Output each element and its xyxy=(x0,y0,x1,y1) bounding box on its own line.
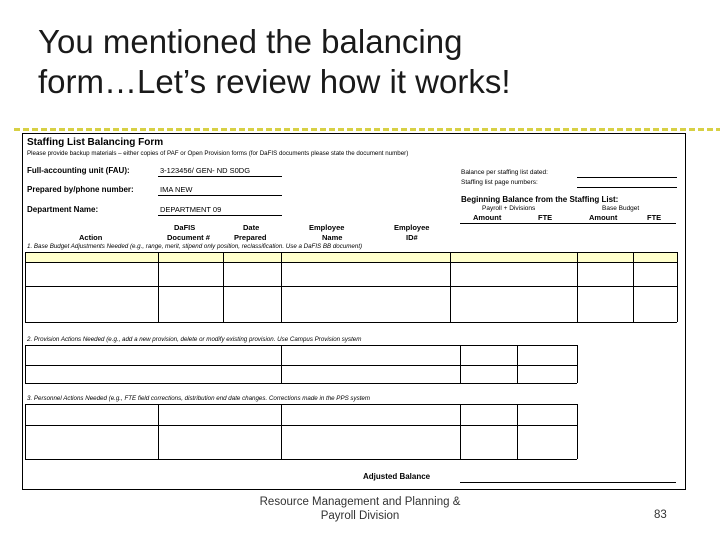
col-dafis-line2: Document # xyxy=(167,233,210,242)
s3-vline xyxy=(281,404,282,459)
decorative-rule xyxy=(14,128,720,131)
s1-vline xyxy=(633,252,634,322)
s2-line xyxy=(25,383,577,384)
fau-value: 3-123456/ GEN- ND S0DG xyxy=(160,166,251,175)
fau-underline xyxy=(158,176,282,177)
s2-vline xyxy=(25,345,26,383)
s1-vline xyxy=(281,252,282,322)
prepared-value: IMA NEW xyxy=(160,185,193,194)
page-number: 83 xyxy=(654,509,667,521)
s3-vline xyxy=(577,404,578,459)
s1-line xyxy=(25,322,677,323)
fte-header-1: FTE xyxy=(538,213,553,222)
fau-label: Full-accounting unit (FAU): xyxy=(27,166,130,175)
adjusted-balance-underline xyxy=(460,482,676,483)
section-1-label: 1. Base Budget Adjustments Needed (e.g., range, merit, stipend only position, reclassification. Use a DaFIS BB document) xyxy=(27,243,363,250)
col-action: Action xyxy=(79,233,103,242)
s1-line xyxy=(25,286,677,287)
s2-line xyxy=(25,345,577,346)
slide-title xyxy=(38,22,678,102)
dept-value: DEPARTMENT 09 xyxy=(160,205,222,214)
s1-line xyxy=(25,262,677,263)
s1-vline xyxy=(677,252,678,322)
col-dafis-line1: DaFIS xyxy=(174,223,196,232)
s2-vline xyxy=(577,345,578,383)
col-date-line2: Prepared xyxy=(234,233,267,242)
balance-dated-underline xyxy=(577,177,677,178)
amount-header-1: Amount xyxy=(473,213,502,222)
s2-vline xyxy=(281,345,282,383)
section-2-label: 2. Provision Actions Needed (e.g., add a new provision, delete or modify existing provision. Use Campus Provision system xyxy=(27,336,362,343)
slide-footer xyxy=(240,495,480,523)
balance-dated-label: Balance per staffing list dated: xyxy=(461,169,548,176)
s3-line xyxy=(25,404,577,405)
prepared-label: Prepared by/phone number: xyxy=(27,185,134,194)
beginning-balance-underline xyxy=(460,223,676,224)
col-date-line1: Date xyxy=(243,223,260,232)
form-title: Staffing List Balancing Form xyxy=(27,137,164,148)
footer-line-1: Resource Management and Planning & xyxy=(259,496,461,508)
section-3-label: 3. Personnel Actions Needed (e.g., FTE field corrections, distribution end date changes. Corrections made in the PPS system xyxy=(27,395,371,402)
beginning-balance-label: Beginning Balance from the Staffing List: xyxy=(461,195,619,204)
fte-header-2: FTE xyxy=(647,213,662,222)
staffing-pages-underline xyxy=(577,187,677,188)
col-employee-line1: Employee xyxy=(309,223,345,232)
s1-vline xyxy=(577,252,578,322)
staffing-pages-label: Staffing list page numbers: xyxy=(461,179,538,186)
s1-vline xyxy=(223,252,224,322)
col-employee-line2: Name xyxy=(322,233,343,242)
staffing-balancing-form xyxy=(22,133,686,490)
slide-title-line-2: form…Let’s review how it works! xyxy=(38,63,511,100)
col-empid-line1: Employee xyxy=(394,223,430,232)
s1-vline xyxy=(450,252,451,322)
dept-label: Department Name: xyxy=(27,205,99,214)
base-budget-label: Base Budget xyxy=(602,205,640,212)
s2-vline xyxy=(517,345,518,383)
s1-vline xyxy=(25,252,26,322)
s3-vline xyxy=(158,404,159,459)
slide-title-line-1: You mentioned the balancing xyxy=(38,23,463,60)
s3-line xyxy=(25,425,577,426)
form-instructions: Please provide backup materials – either copies of PAF or Open Provision forms (for DaFIS documents please state the document number) xyxy=(27,150,409,157)
col-empid-line2: ID# xyxy=(406,233,418,242)
s2-line xyxy=(25,365,577,366)
section-1-highlight xyxy=(25,252,677,262)
footer-line-2: Payroll Division xyxy=(320,510,400,522)
s1-line xyxy=(25,252,677,253)
s3-vline xyxy=(517,404,518,459)
dept-underline xyxy=(158,215,282,216)
s2-vline xyxy=(460,345,461,383)
s3-line xyxy=(25,459,577,460)
adjusted-balance-label: Adjusted Balance xyxy=(363,472,431,481)
s1-vline xyxy=(158,252,159,322)
prepared-underline xyxy=(158,195,282,196)
amount-header-2: Amount xyxy=(589,213,618,222)
s3-vline xyxy=(460,404,461,459)
s3-vline xyxy=(25,404,26,459)
payroll-divisions-label: Payroll + Divisions xyxy=(482,205,536,212)
